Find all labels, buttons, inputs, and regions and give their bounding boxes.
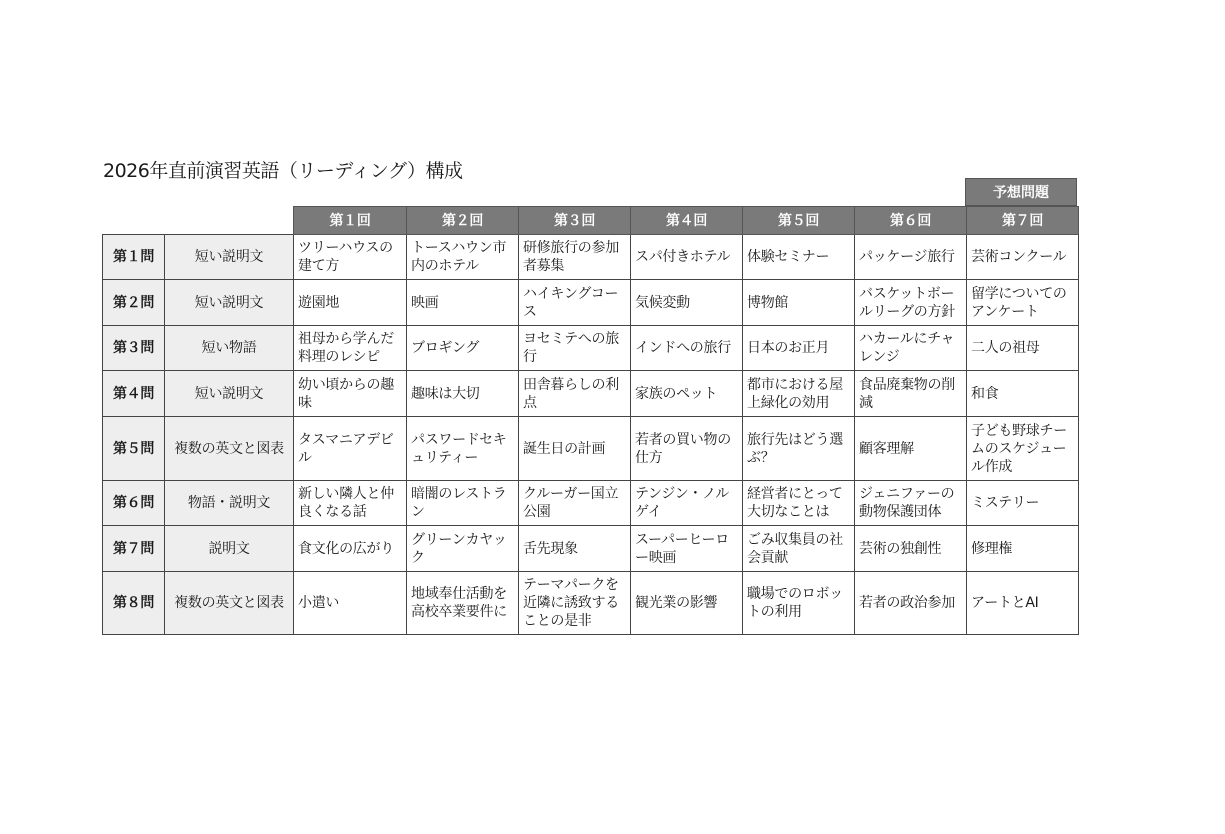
table-row xyxy=(103,326,1079,371)
topic-cell: 職場でのロボットの利用 xyxy=(743,572,855,635)
topic-cell: ジェニファーの動物保護団体 xyxy=(855,481,967,526)
topic-cell: スーパーヒーロー映画 xyxy=(631,526,743,572)
topic-cell: 若者の買い物の仕方 xyxy=(631,417,743,481)
question-type: 短い説明文 xyxy=(165,371,294,417)
topic-cell: パッケージ旅行 xyxy=(855,235,967,280)
table-row xyxy=(103,371,1079,417)
table-row xyxy=(103,526,1079,572)
topic-cell: テンジン・ノルゲイ xyxy=(631,481,743,526)
topic-cell: 地域奉仕活動を高校卒業要件に xyxy=(407,572,519,635)
header-row xyxy=(103,207,1079,235)
topic-cell: パスワードセキュリティー xyxy=(407,417,519,481)
topic-cell: 芸術の独創性 xyxy=(855,526,967,572)
topic-cell: ごみ収集員の社会貢献 xyxy=(743,526,855,572)
topic-cell: スパ付きホテル xyxy=(631,235,743,280)
topic-cell: アートとAI xyxy=(967,572,1079,635)
topic-cell: 食品廃棄物の削減 xyxy=(855,371,967,417)
topic-cell: 新しい隣人と仲良くなる話 xyxy=(294,481,407,526)
question-number: 第４問 xyxy=(103,371,165,417)
structure-table xyxy=(102,206,1079,635)
column-header: 第５回 xyxy=(743,207,855,235)
header-blank xyxy=(165,207,294,235)
table-row xyxy=(103,481,1079,526)
question-number: 第８問 xyxy=(103,572,165,635)
topic-cell: ヨセミテへの旅行 xyxy=(519,326,631,371)
topic-cell: 顧客理解 xyxy=(855,417,967,481)
column-header: 第６回 xyxy=(855,207,967,235)
question-number: 第７問 xyxy=(103,526,165,572)
forecast-badge: 予想問題 xyxy=(965,178,1077,206)
question-type: 短い説明文 xyxy=(165,280,294,326)
column-header: 第３回 xyxy=(519,207,631,235)
topic-cell: トースハウン市内のホテル xyxy=(407,235,519,280)
table-row xyxy=(103,417,1079,481)
topic-cell: 経営者にとって大切なことは xyxy=(743,481,855,526)
table-row xyxy=(103,235,1079,280)
topic-cell: ハカールにチャレンジ xyxy=(855,326,967,371)
question-number: 第１問 xyxy=(103,235,165,280)
topic-cell: クルーガー国立公園 xyxy=(519,481,631,526)
topic-cell: バスケットボールリーグの方針 xyxy=(855,280,967,326)
column-header: 第２回 xyxy=(407,207,519,235)
question-number: 第５問 xyxy=(103,417,165,481)
topic-cell: 和食 xyxy=(967,371,1079,417)
topic-cell: インドへの旅行 xyxy=(631,326,743,371)
question-type: 短い物語 xyxy=(165,326,294,371)
topic-cell: 修理権 xyxy=(967,526,1079,572)
topic-cell: ミステリー xyxy=(967,481,1079,526)
question-type: 短い説明文 xyxy=(165,235,294,280)
topic-cell: 都市における屋上緑化の効用 xyxy=(743,371,855,417)
table-row xyxy=(103,280,1079,326)
question-type: 複数の英文と図表 xyxy=(165,417,294,481)
topic-cell: 子ども野球チームのスケジュール作成 xyxy=(967,417,1079,481)
topic-cell: 若者の政治参加 xyxy=(855,572,967,635)
question-type: 複数の英文と図表 xyxy=(165,572,294,635)
question-number: 第２問 xyxy=(103,280,165,326)
topic-cell: ツリーハウスの建て方 xyxy=(294,235,407,280)
column-header: 第７回 xyxy=(967,207,1079,235)
topic-cell: 誕生日の計画 xyxy=(519,417,631,481)
topic-cell: 気候変動 xyxy=(631,280,743,326)
topic-cell: 旅行先はどう選ぶ？ xyxy=(743,417,855,481)
column-header: 第１回 xyxy=(294,207,407,235)
question-number: 第６問 xyxy=(103,481,165,526)
topic-cell: 映画 xyxy=(407,280,519,326)
topic-cell: 留学についてのアンケート xyxy=(967,280,1079,326)
topic-cell: ハイキングコース xyxy=(519,280,631,326)
topic-cell: 二人の祖母 xyxy=(967,326,1079,371)
topic-cell: テーマパークを近隣に誘致することの是非 xyxy=(519,572,631,635)
question-type: 説明文 xyxy=(165,526,294,572)
topic-cell: 幼い頃からの趣味 xyxy=(294,371,407,417)
topic-cell: 研修旅行の参加者募集 xyxy=(519,235,631,280)
topic-cell: 体験セミナー xyxy=(743,235,855,280)
topic-cell: 遊園地 xyxy=(294,280,407,326)
page-title: 2026年直前演習英語（リーディング）構成 xyxy=(103,160,463,182)
topic-cell: タスマニアデビル xyxy=(294,417,407,481)
topic-cell: 田舎暮らしの利点 xyxy=(519,371,631,417)
topic-cell: 日本のお正月 xyxy=(743,326,855,371)
topic-cell: 暗闇のレストラン xyxy=(407,481,519,526)
topic-cell: グリーンカヤック xyxy=(407,526,519,572)
topic-cell: 小遣い xyxy=(294,572,407,635)
question-number: 第３問 xyxy=(103,326,165,371)
topic-cell: 趣味は大切 xyxy=(407,371,519,417)
topic-cell: 舌先現象 xyxy=(519,526,631,572)
topic-cell: 家族のペット xyxy=(631,371,743,417)
header-blank xyxy=(103,207,165,235)
column-header: 第４回 xyxy=(631,207,743,235)
topic-cell: 博物館 xyxy=(743,280,855,326)
topic-cell: 祖母から学んだ料理のレシピ xyxy=(294,326,407,371)
table-row xyxy=(103,572,1079,635)
topic-cell: 芸術コンクール xyxy=(967,235,1079,280)
topic-cell: ブロギング xyxy=(407,326,519,371)
question-type: 物語・説明文 xyxy=(165,481,294,526)
topic-cell: 観光業の影響 xyxy=(631,572,743,635)
topic-cell: 食文化の広がり xyxy=(294,526,407,572)
